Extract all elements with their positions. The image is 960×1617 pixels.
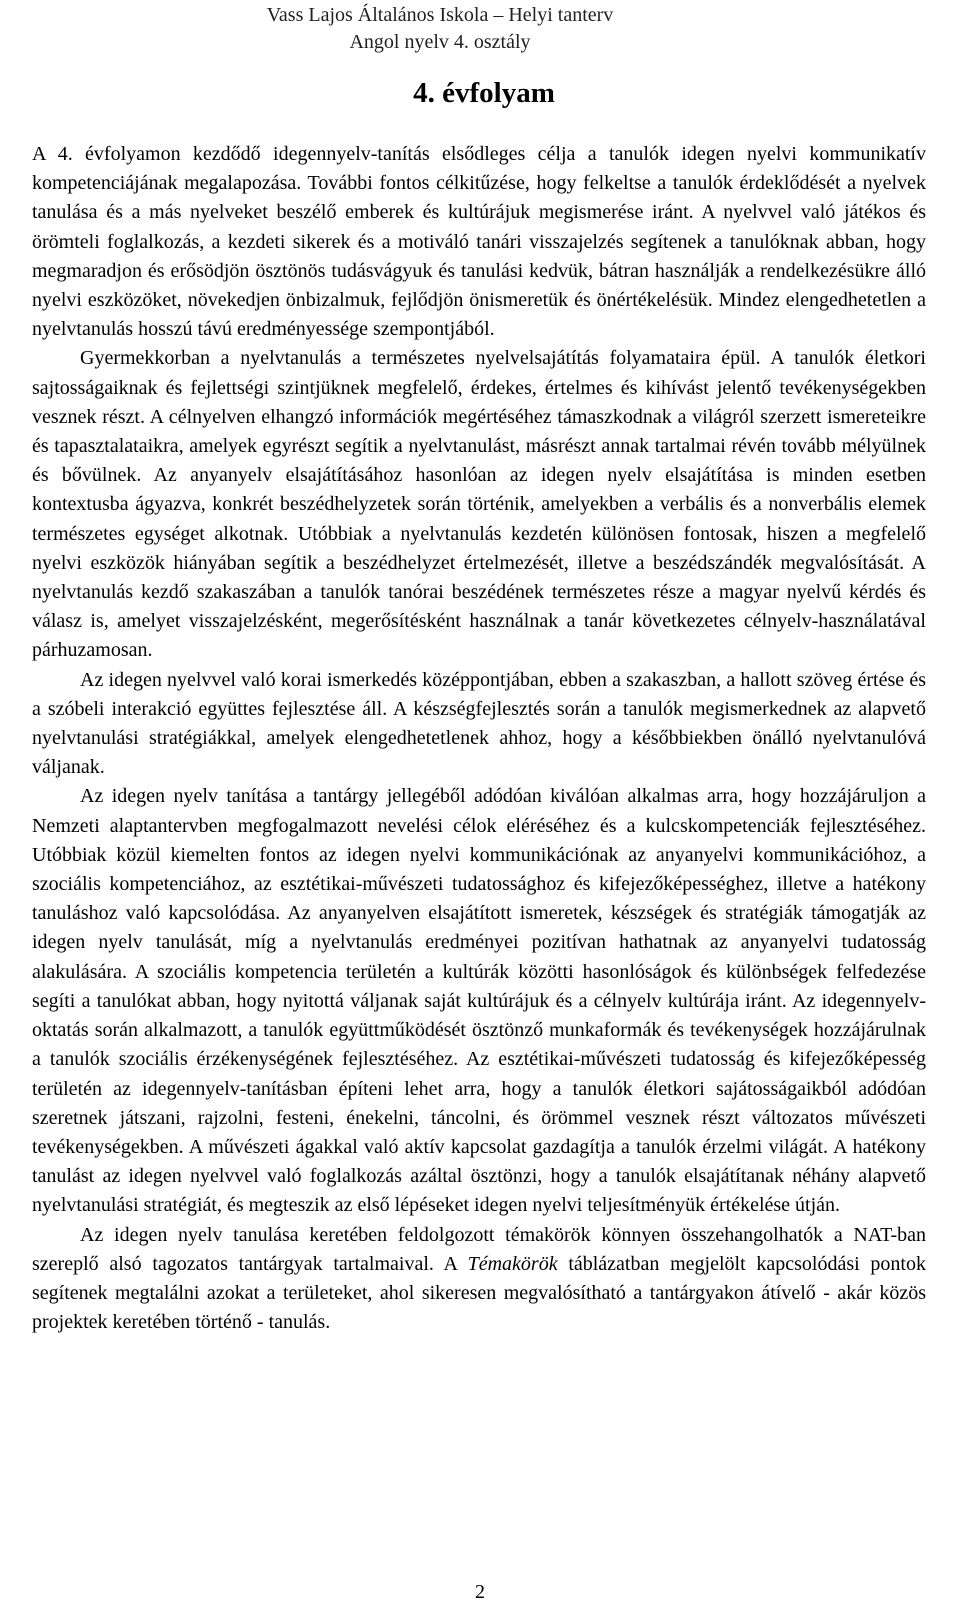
document-body: [32, 140, 926, 1337]
paragraph-2: Gyermekkorban a nyelvtanulás a természetes nyelvelsajátítás folyamataira épül. A tanulók életkori sajtosságaiknak és fejlettségi szintjüknek megfelelő, érdekes, értelmes és kihívást jelentő tevékenységekben vesznek részt. A célnyelven elhangzó információk megértéséhez támaszkodnak a világról szerzett ismereteikre és tapasztalataikra, amelyek egyrészt segítik a nyelvtanulást, másrészt annak tartalmai révén tovább mélyülnek és bővülnek. Az anyanyelv elsajátításához hasonlóan az idegen nyelv elsajátítása is minden esetben kontextusba ágyazva, konkrét beszédhelyzetek során történik, amelyekben a verbális és a nonverbális elemek természetes egységet alkotnak. Utóbbiak a nyelvtanulás kezdetén különösen fontosak, hiszen a megfelelő nyelvi eszközök hiányában segítik a beszédhelyzet értelmezését, illetve a beszédszándék megvalósítását. A nyelvtanulás kezdő szakaszában a tanulók tanórai beszédének természetes része a magyar nyelvű kérdés és válasz is, amelyet visszajelzésként, megerősítésként használnak a tanár következetes célnyelv-használatával párhuzamosan.: [32, 347, 926, 662]
paragraph-5-text-start: Az idegen nyelv tanulása keretében feldolgozott témakörök könnyen összehangolhatók a NAT-ban szereplő alsó tagozatos tantárgyak tartalmaival. A: [32, 1223, 926, 1275]
page-header: [190, 2, 690, 56]
italic-term: Témakörök: [467, 1252, 558, 1275]
paragraph-1: A 4. évfolyamon kezdődő idegennyelv-tanítás elsődleges célja a tanulók idegen nyelvi kommunikatív kompetenciájának megalapozása. További fontos célkitűzése, hogy felkeltse a tanulók érdeklődését a nyelvek tanulása és a más nyelveket beszélő emberek és kultúrájuk megismerése iránt. A nyelvvel való játékos és örömteli foglalkozás, a kezdeti sikerek és a motiváló tanári visszajelzés segítenek a tanulóknak abban, hogy megmaradjon és erősödjön ösztönös tudásvágyuk és tanulási kedvük, bátran használják a rendelkezésükre álló nyelvi eszközöket, növekedjen önbizalmuk, fejlődjön önismeretük és önértékelésük. Mindez elengedhetetlen a nyelvtanulás hosszú távú eredményessége szempontjából.: [32, 143, 926, 341]
section-heading: 4. évfolyam: [413, 77, 555, 109]
paragraph-5-text-end: táblázatban megjelölt kapcsolódási pontok segítenek megtalálni azokat a területeket, ahol sikeresen megvalósítható a tantárgyakon átívelő - akár közös projektek keretében történő - tanulás.: [32, 1252, 926, 1334]
header-school-title: Vass Lajos Általános Iskola – Helyi tanterv: [266, 4, 614, 26]
header-subject: Angol nyelv 4. osztály: [349, 31, 531, 53]
paragraph-4: Az idegen nyelv tanítása a tantárgy jellegéből adódóan kiválóan alkalmas arra, hogy hozzájáruljon a Nemzeti alaptantervben megfogalmazott nevelési célok eléréséhez és a kulcskompetenciák fejlesztéséhez. Utóbbiak közül kiemelten fontos az idegen nyelvi kommunikációnak az anyanyelvi kommunikációhoz, a szociális kompetenciához, az esztétikai-művészeti tudatossághoz és kifejezőképességhez, illetve a hatékony tanuláshoz való kapcsolódása. Az anyanyelven elsajátított ismeretek, készségek és stratégiák támogatják az idegen nyelv tanulását, míg a nyelvtanulás eredményei pozitívan hathatnak az anyanyelvi tudatosság alakulására. A szociális kompetencia területén a kultúrák közötti hasonlóságok és különbségek felfedezése segíti a tanulókat abban, hogy nyitottá váljanak saját kultúrájuk és a célnyelv kultúrája iránt. Az idegennyelv-oktatás során alkalmazott, a tanulók együttműködését ösztönző munkaformák és tevékenységek hozzájárulnak a tanulók szociális érzékenységének fejlesztéséhez. Az esztétikai-művészeti tudatosság és kifejezőképesség területén az idegennyelv-tanításban építeni lehet arra, hogy a tanulók életkori sajátosságaikból adódóan szeretnek játszani, rajzolni, festeni, énekelni, táncolni, és örömmel vesznek részt változatos művészeti tevékenységekben. A művészeti ágakkal való aktív kapcsolat gazdagítja a tanulók érzelmi világát. A hatékony tanulást az idegen nyelvvel való foglalkozás azáltal ösztönzi, hogy a tanulók elsajátítanak néhány alapvető nyelvtanulási stratégiát, és megteszik az első lépéseket idegen nyelvi teljesítményük értékelése útján.: [32, 785, 926, 1217]
page-number: 2: [475, 1581, 485, 1603]
paragraph-3: Az idegen nyelvvel való korai ismerkedés középpontjában, ebben a szakaszban, a hallott szöveg értése és a szóbeli interakció együttes fejlesztése áll. A készségfejlesztés során a tanulók megismerkednek az alapvető nyelvtanulási stratégiákkal, amelyek elengedhetetlenek ahhoz, hogy a későbbiekben önálló nyelvtanulóvá váljanak.: [32, 668, 926, 779]
paragraph-5: [32, 1221, 926, 1338]
